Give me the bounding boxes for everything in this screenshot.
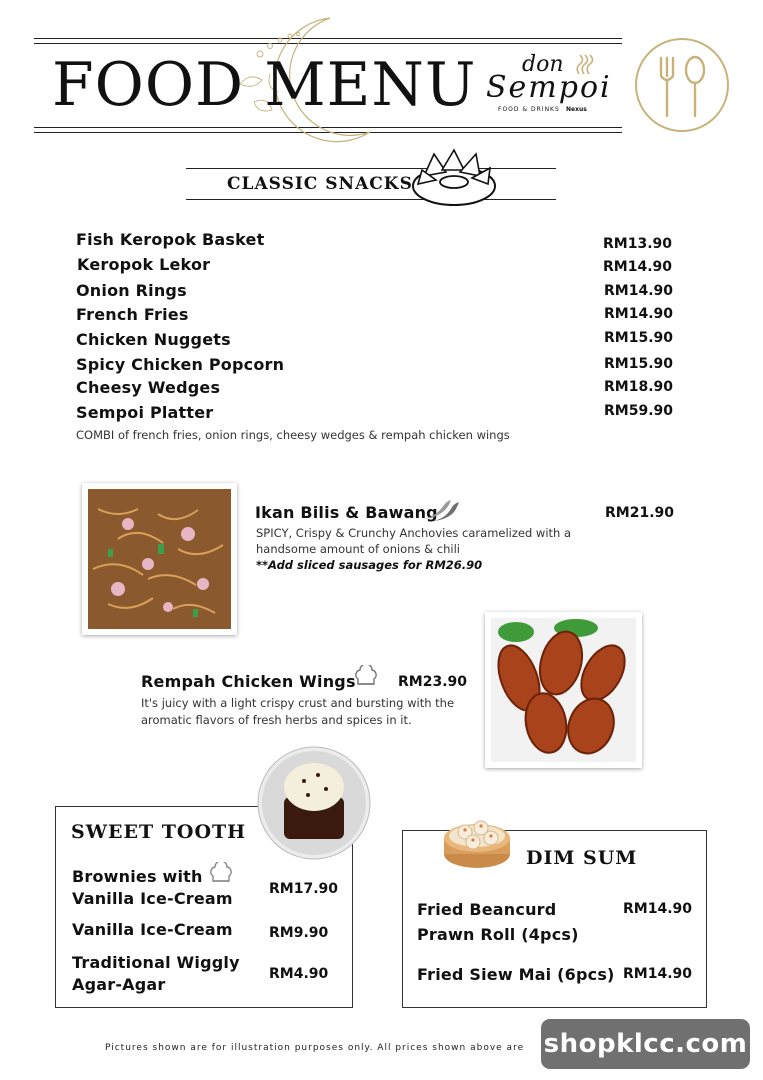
- list-item-name: Sempoi Platter: [76, 403, 214, 422]
- list-item-price: RM59.90: [604, 403, 673, 419]
- dim-sum-basket-icon: [441, 804, 513, 872]
- list-item-name: Spicy Chicken Popcorn: [76, 355, 285, 374]
- list-item-name: Cheesy Wedges: [76, 378, 221, 397]
- dessert-item-price: RM9.90: [269, 925, 329, 941]
- list-item-price: RM14.90: [604, 283, 673, 299]
- dimsum-item-price: RM14.90: [623, 966, 692, 982]
- dimsum-item-name-line2: Prawn Roll (4pcs): [417, 925, 579, 944]
- wings-name: Rempah Chicken Wings: [141, 672, 356, 691]
- list-item-price: RM14.90: [603, 259, 672, 275]
- platter-description: COMBI of french fries, onion rings, cheesy wedges & rempah chicken wings: [76, 428, 510, 442]
- chef-hat-icon: [206, 862, 236, 886]
- section-title-dim-sum: DIM SUM: [526, 847, 638, 869]
- dimsum-item-name-line1: Fried Siew Mai (6pcs): [417, 965, 615, 984]
- dessert-item-price: RM17.90: [269, 881, 338, 897]
- list-item-price: RM15.90: [604, 330, 673, 346]
- snacks-rule-top: [186, 168, 556, 169]
- brand-don-text: don: [522, 52, 564, 77]
- ikan-bilis-addon: **Add sliced sausages for RM26.90: [256, 558, 483, 572]
- list-item-price: RM13.90: [603, 236, 672, 252]
- chili-icon: [418, 497, 462, 523]
- chicken-wings-photo: [485, 612, 642, 768]
- footer-disclaimer: Pictures shown are for illustration purposes only. All prices shown above are: [105, 1043, 525, 1053]
- section-title-classic-snacks: CLASSIC SNACKS: [227, 174, 413, 194]
- watermark-badge: shopklcc.com: [541, 1019, 750, 1069]
- list-item-price: RM18.90: [604, 379, 673, 395]
- dimsum-item-price: RM14.90: [623, 901, 692, 917]
- brand-sempoi-text: Sempoi: [486, 70, 612, 105]
- list-item-name: Chicken Nuggets: [76, 330, 231, 349]
- list-item-price: RM14.90: [604, 306, 673, 322]
- nachos-bowl-icon: [410, 146, 498, 208]
- wings-image: [491, 618, 636, 762]
- brand-subtitle: FOOD & DRINKS: [498, 106, 560, 113]
- dessert-item-price: RM4.90: [269, 966, 329, 982]
- section-title-sweet-tooth: SWEET TOOTH: [71, 821, 247, 843]
- wings-desc-line2: aromatic flavors of fresh herbs and spices in it.: [141, 713, 412, 727]
- chef-hat-icon: [352, 665, 380, 689]
- wings-desc-line1: It's juicy with a light crispy crust and bursting with the: [141, 696, 455, 710]
- ikan-bilis-desc-line2: handsome amount of onions & chili: [256, 542, 460, 556]
- anchovies-image: [88, 489, 231, 629]
- snacks-rule-bottom: [186, 199, 556, 200]
- list-item-name: Onion Rings: [76, 281, 187, 300]
- dessert-item-name-line1: Vanilla Ice-Cream: [72, 920, 233, 939]
- dessert-item-name-line1: Traditional Wiggly: [72, 953, 240, 972]
- list-item-name: Fish Keropok Basket: [76, 230, 265, 249]
- ikan-bilis-desc-line1: SPICY, Crispy & Crunchy Anchovies caramelized with a: [256, 526, 572, 540]
- brownie-photo: [256, 745, 372, 861]
- page-title: FOOD MENU: [52, 50, 477, 120]
- dessert-item-name-line2: Agar-Agar: [72, 975, 166, 994]
- dessert-item-name-line1: Brownies with: [72, 867, 203, 886]
- list-item-name: Keropok Lekor: [77, 255, 211, 274]
- ikan-bilis-photo: [82, 483, 237, 635]
- brand-location: Nexus: [566, 106, 587, 113]
- dimsum-item-name-line1: Fried Beancurd: [417, 900, 557, 919]
- list-item-price: RM15.90: [604, 356, 673, 372]
- fork-spoon-icon: [633, 36, 731, 134]
- ikan-bilis-name: Ikan Bilis & Bawang: [255, 503, 438, 522]
- ikan-bilis-price: RM21.90: [605, 505, 674, 521]
- wings-price: RM23.90: [398, 674, 467, 690]
- dessert-item-name-line2: Vanilla Ice-Cream: [72, 889, 233, 908]
- list-item-name: French Fries: [76, 305, 189, 324]
